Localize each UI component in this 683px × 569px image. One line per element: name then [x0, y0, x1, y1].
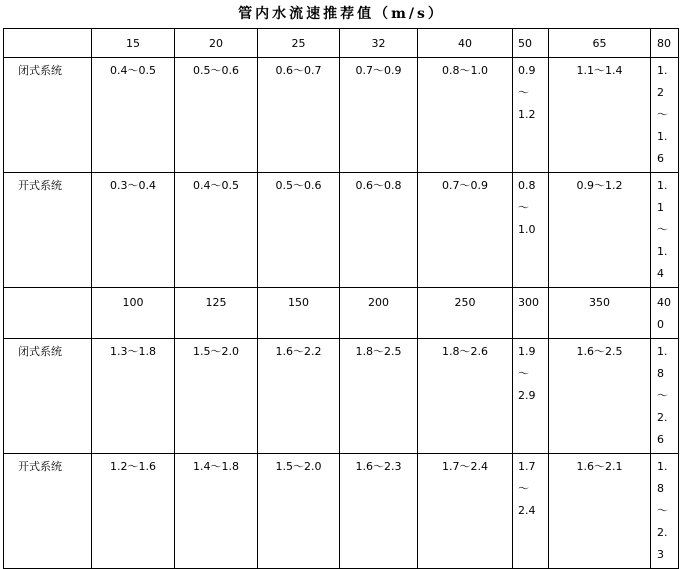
table-cell-narrow [651, 173, 679, 288]
table-cell: 125 [175, 288, 258, 339]
table-cell: 0.6～0.7 [258, 58, 340, 173]
cell-line: 1. [657, 64, 668, 77]
table-cell: 200 [340, 288, 418, 339]
table-cell-narrow [513, 58, 549, 173]
table-cell: 1.8～2.6 [418, 339, 513, 454]
table-cell: 1.6～2.3 [340, 454, 418, 569]
cell-line: 1.9 [518, 345, 536, 358]
table-cell: 0.8～1.0 [418, 58, 513, 173]
cell-line: ～ [518, 86, 529, 99]
table-row [4, 58, 679, 173]
table-cell-narrow [513, 339, 549, 454]
cell-line: 1. [657, 130, 668, 143]
table-cell: 350 [549, 288, 651, 339]
cell-line: 6 [657, 433, 664, 446]
table-row [4, 288, 679, 339]
table-cell: 1.5～2.0 [175, 339, 258, 454]
cell-line: ～ [518, 482, 529, 495]
row-label: 开式系统 [4, 173, 92, 288]
table-cell: 0.4～0.5 [175, 173, 258, 288]
table-cell: 1.5～2.0 [258, 454, 340, 569]
cell-line: 2. [657, 411, 668, 424]
cell-line: 1. [657, 179, 668, 192]
table-row [4, 173, 679, 288]
cell-line: 2.4 [518, 504, 536, 517]
table-cell: 1.7～2.4 [418, 454, 513, 569]
table-cell: 1.1～1.4 [549, 58, 651, 173]
table-cell-narrow [651, 288, 679, 339]
table-row [4, 29, 679, 58]
table-cell: 100 [92, 288, 175, 339]
row-label: 闭式系统 [4, 58, 92, 173]
table-cell: 150 [258, 288, 340, 339]
cell-line: ～ [518, 201, 529, 214]
cell-line: ～ [657, 504, 668, 517]
cell-line: 0.8 [518, 179, 536, 192]
table-cell: 25 [258, 29, 340, 58]
cell-line: ～ [657, 223, 668, 236]
table-cell-narrow [651, 339, 679, 454]
cell-line: 40 [657, 296, 671, 309]
table-cell: 0.7～0.9 [418, 173, 513, 288]
table-cell: 1.4～1.8 [175, 454, 258, 569]
table-cell-narrow [651, 454, 679, 569]
table-cell: 0.9～1.2 [549, 173, 651, 288]
table-cell: 1.6～2.1 [549, 454, 651, 569]
cell-line: 1 [657, 201, 664, 214]
table-cell: 65 [549, 29, 651, 58]
cell-line: 2.9 [518, 389, 536, 402]
table-cell: 40 [418, 29, 513, 58]
table-cell-narrow [651, 58, 679, 173]
table-cell: 1.6～2.5 [549, 339, 651, 454]
table-cell-narrow [651, 29, 679, 58]
table-cell: 1.6～2.2 [258, 339, 340, 454]
cell-line: 1. [657, 245, 668, 258]
row-label: 闭式系统 [4, 339, 92, 454]
cell-line: ～ [518, 367, 529, 380]
table-cell: 15 [92, 29, 175, 58]
table-cell-narrow [513, 454, 549, 569]
cell-line: 3 [657, 548, 664, 561]
row-label [4, 288, 92, 339]
cell-line: 0.9 [518, 64, 536, 77]
table-row [4, 339, 679, 454]
table-cell: 20 [175, 29, 258, 58]
velocity-table [3, 28, 679, 569]
cell-line: 0 [657, 318, 664, 331]
table-cell: 0.3～0.4 [92, 173, 175, 288]
cell-line: 80 [657, 37, 671, 50]
cell-line: 1. [657, 460, 668, 473]
table-cell: 0.4～0.5 [92, 58, 175, 173]
cell-line: 2. [657, 526, 668, 539]
row-label: 开式系统 [4, 454, 92, 569]
page-title: 管内水流速推荐值（m/s） [238, 6, 445, 22]
table-cell: 1.3～1.8 [92, 339, 175, 454]
table-row [4, 454, 679, 569]
table-cell: 250 [418, 288, 513, 339]
cell-line: ～ [657, 389, 668, 402]
table-cell: 0.6～0.8 [340, 173, 418, 288]
table-cell: 0.5～0.6 [175, 58, 258, 173]
table-cell: 32 [340, 29, 418, 58]
table-cell-narrow [513, 288, 549, 339]
cell-line: 1. [657, 345, 668, 358]
cell-line: 8 [657, 482, 664, 495]
row-label [4, 29, 92, 58]
cell-line: 300 [518, 296, 539, 309]
cell-line: 50 [518, 37, 532, 50]
table-cell: 0.7～0.9 [340, 58, 418, 173]
cell-line: 4 [657, 267, 664, 280]
cell-line: 1.2 [518, 108, 536, 121]
table-cell: 1.8～2.5 [340, 339, 418, 454]
table-cell: 0.5～0.6 [258, 173, 340, 288]
cell-line: ～ [657, 108, 668, 121]
table-cell-narrow [513, 29, 549, 58]
cell-line: 8 [657, 367, 664, 380]
table-cell-narrow [513, 173, 549, 288]
cell-line: 1.0 [518, 223, 536, 236]
cell-line: 2 [657, 86, 664, 99]
cell-line: 6 [657, 152, 664, 165]
cell-line: 1.7 [518, 460, 536, 473]
table-cell: 1.2～1.6 [92, 454, 175, 569]
